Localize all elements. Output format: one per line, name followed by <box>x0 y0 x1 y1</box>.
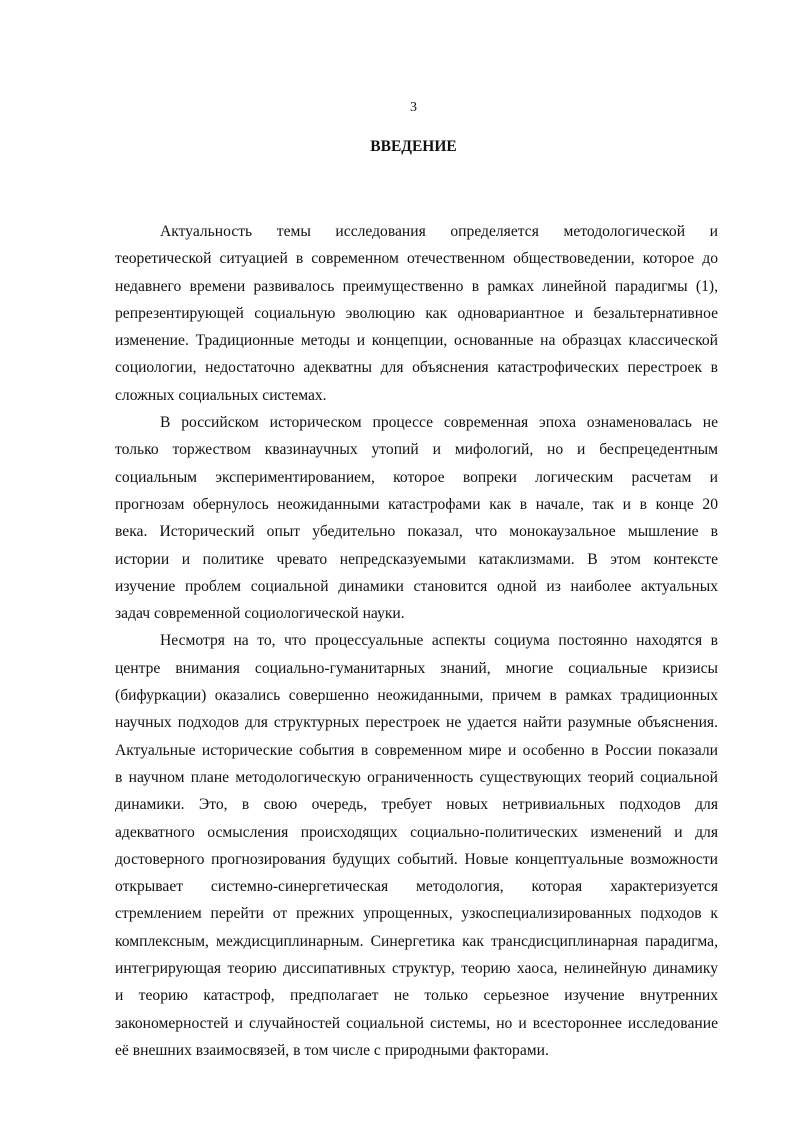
text-line: научных подходов для структурных перестроек не удается найти разумные объяснения. <box>115 714 718 732</box>
text-line: интегрирующая теорию диссипативных структур, теорию хаоса, нелинейную динамику <box>115 960 718 978</box>
page-number: 3 <box>410 100 417 115</box>
text-line: задач современной социологической науки. <box>115 605 405 623</box>
text-line: её внешних взаимосвязей, в том числе с природными факторами. <box>115 1041 549 1059</box>
text-line: сложных социальных системах. <box>115 386 327 404</box>
text-line: адекватного осмысления происходящих социально-политических изменений и для <box>115 823 718 841</box>
text-line: теоретической ситуацией в современном отечественном обществоведении, которое до <box>115 250 718 268</box>
text-line: века. Исторический опыт убедительно показал, что монокаузальное мышление в <box>115 523 718 541</box>
text-line: изучение проблем социальной динамики становится одной из наиболее актуальных <box>115 577 718 595</box>
text-line: репрезентирующей социальную эволюцию как одновариантное и безальтернативное <box>115 304 718 322</box>
text-line: (бифуркации) оказались совершенно неожиданными, причем в рамках традиционных <box>115 687 718 705</box>
text-line: социальным экспериментированием, которое вопреки логическим расчетам и <box>115 468 718 486</box>
text-line: динамики. Это, в свою очередь, требует новых нетривиальных подходов для <box>115 796 718 814</box>
text-line: Актуальность темы исследования определяется методологической и <box>160 223 718 240</box>
paragraph <box>115 218 718 409</box>
text-line: стремлением перейти от прежних упрощенных, узкоспециализированных подходов к <box>115 905 718 923</box>
text-line: и теорию катастроф, предполагает не только серьезное изучение внутренних <box>115 987 718 1005</box>
text-line: закономерностей и случайностей социальной системы, но и всестороннее исследование <box>115 1014 718 1032</box>
text-line: Актуальные исторические события в современном мире и особенно в России показали <box>115 741 718 759</box>
text-line: Несмотря на то, что процессуальные аспекты социума постоянно находятся в <box>160 632 718 650</box>
text-line: комплексным, междисциплинарным. Синергетика как трансдисциплинарная парадигма, <box>115 932 718 950</box>
text-line: открывает системно-синергетическая методология, которая характеризуется <box>115 878 718 896</box>
text-line: достоверного прогнозирования будущих событий. Новые концептуальные возможности <box>115 850 718 868</box>
page-title: ВВЕДЕНИЕ <box>370 138 457 155</box>
text-line: истории и политике чревато непредсказуемыми катаклизмами. В этом контексте <box>115 550 718 568</box>
text-line: только торжеством квазинаучных утопий и мифологий, но и беспрецедентным <box>115 441 718 459</box>
paragraph <box>115 627 718 1064</box>
text-line: В российском историческом процессе современная эпоха ознаменовалась не <box>160 414 718 432</box>
document-body <box>115 218 718 1064</box>
text-line: в научном плане методологическую ограниченность существующих теорий социальной <box>115 768 718 786</box>
text-line: прогнозам обернулось неожиданными катастрофами как в начале, так и в конце 20 <box>115 495 718 513</box>
text-line: недавнего времени развивалось преимущественно в рамках линейной парадигмы (1), <box>115 277 718 295</box>
text-line: центре внимания социально-гуманитарных знаний, многие социальные кризисы <box>115 659 718 677</box>
text-line: изменение. Традиционные методы и концепции, основанные на образцах классической <box>115 332 718 350</box>
paragraph <box>115 409 718 627</box>
text-line: социологии, недостаточно адекватны для объяснения катастрофических перестроек в <box>115 359 718 377</box>
